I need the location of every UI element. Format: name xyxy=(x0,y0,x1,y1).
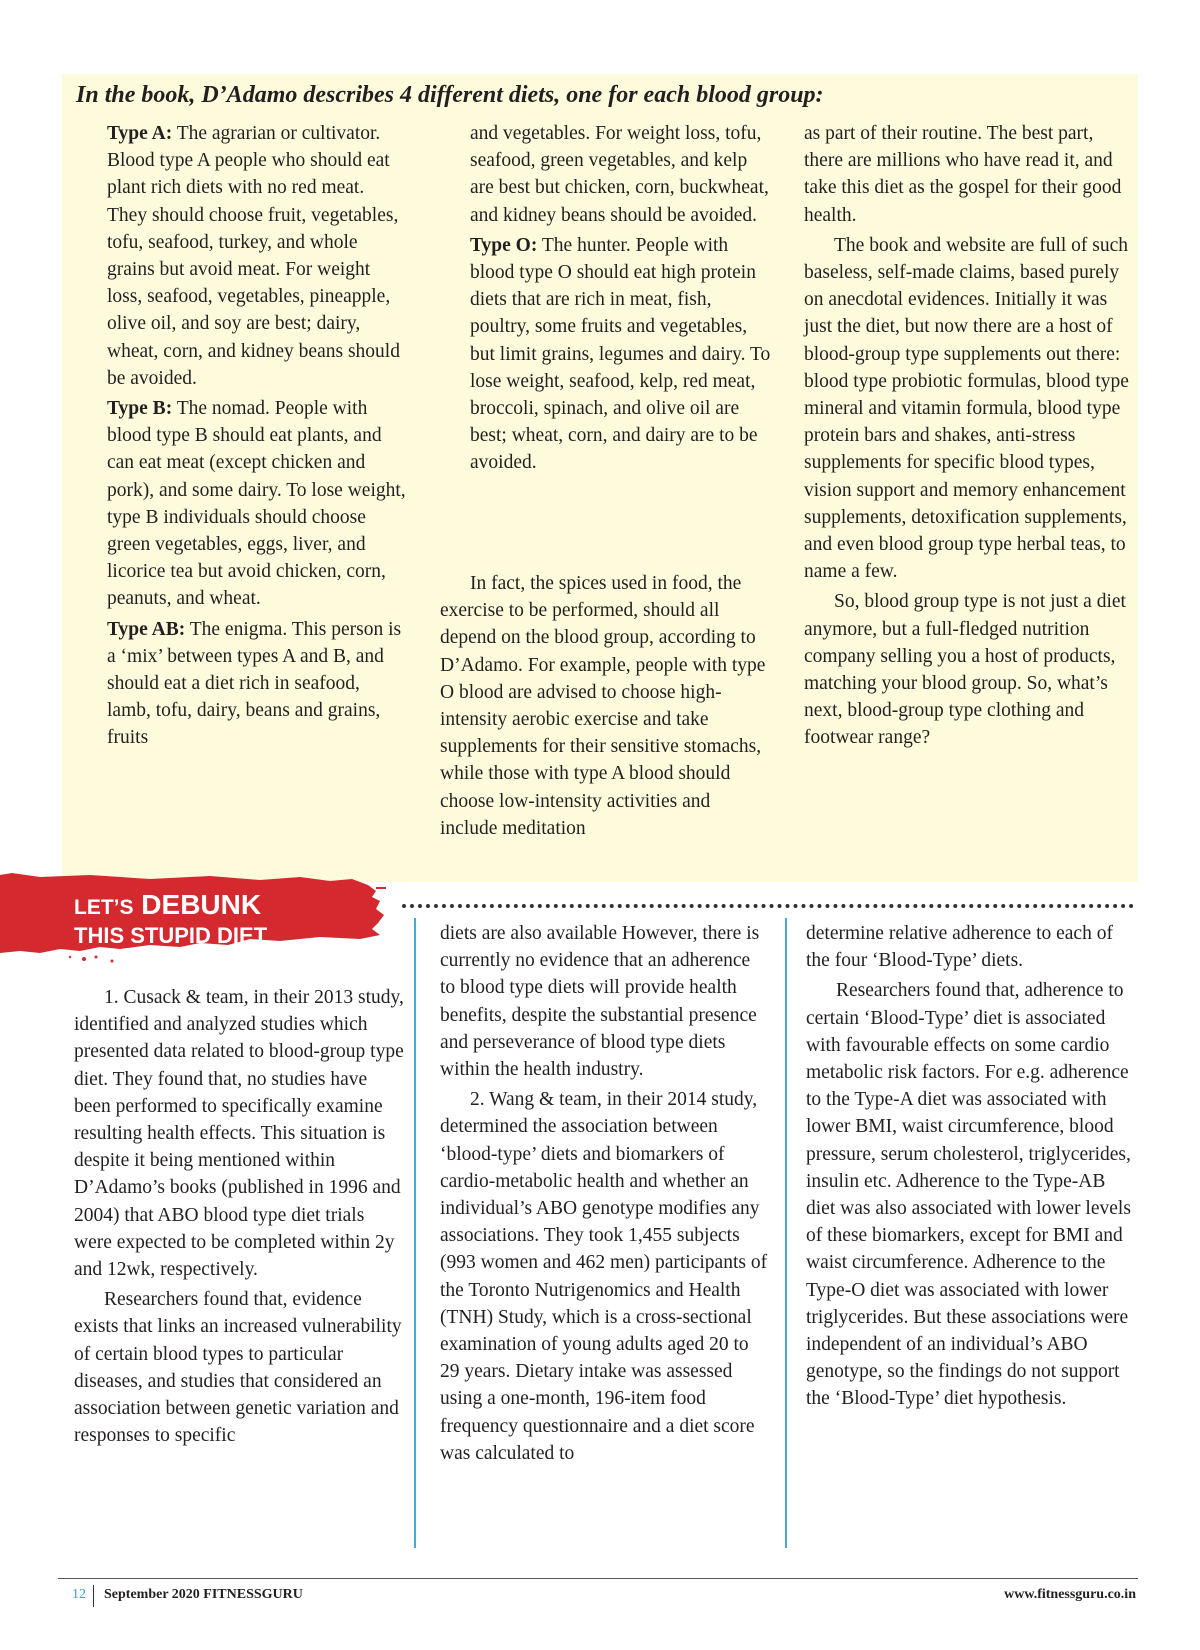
box-column-1 xyxy=(107,120,407,752)
vulnerability-paragraph: Researchers found that, evidence exists that links an increased vulnerability of certain blood types to particular diseases, and studies that considered an association between genetic variation and responses to specific xyxy=(74,1289,402,1447)
type-a-text: The agrarian or cultivator. Blood type A people who should eat plant rich diets with no red meat. They should choose fruit, vegetables, tofu, seafood, turkey, and whole grains but avoid meat. For weight loss, seafood, vegetables, pineapple, olive oil, and soy are best; dairy, wheat, corn, and kidney beans should be avoided. xyxy=(107,123,400,389)
dotted-divider xyxy=(402,904,1134,908)
bottom-column-2 xyxy=(440,920,770,1467)
column-rule-1 xyxy=(414,918,416,1548)
type-a-paragraph xyxy=(107,120,407,392)
spices-paragraph: In fact, the spices used in food, the exercise to be performed, should all depend on the blood group, according to D’Adamo. For example, people with type O blood are advised to choose high-intensity aerobic exercise and take supplements for their sensitive stomachs, while those with type A blood should choose low-intensity activities and include meditation xyxy=(440,573,766,839)
adherence-paragraph: determine relative adherence to each of the four ‘Blood-Type’ diets. xyxy=(806,923,1113,972)
findings-paragraph: Researchers found that, adherence to certain ‘Blood-Type’ diet is associated with favourable effects on some cardio metabolic risk factors. For e.g. adherence to the Type-A diet was associated with lower BMI, waist circumference, blood pressure, serum cholesterol, triglycerides, insulin etc. Adherence to the Type-AB diet was also associated with lower levels of these biomarkers, except for BMI and waist circumference. Adherence to the Type-O diet was associated with lower triglycerides. But these associations were independent of an individual’s ABO genotype, so the findings do not support the ‘Blood-Type’ diet hypothesis. xyxy=(806,980,1131,1410)
type-b-label: Type B: xyxy=(107,398,173,420)
footer-separator xyxy=(93,1585,94,1607)
box-title: In the book, D’Adamo describes 4 different diets, one for each blood group: xyxy=(76,82,824,108)
bottom-column-3 xyxy=(806,920,1136,1413)
column-rule-2 xyxy=(785,918,787,1548)
type-o-text: The hunter. People with blood type O should eat high protein diets that are rich in meat, fish, poultry, some fruits and vegetables, but limit grains, legumes and dairy. To lose weight, seafood, kelp, red meat, broccoli, spinach, and olive oil are best; wheat, corn, and dairy are to be avoided. xyxy=(470,234,771,474)
wang-paragraph: 2. Wang & team, in their 2014 study, determined the association between ‘blood-type’ diets and biomarkers of cardio-metabolic health and whether an individual’s ABO genotype modifies any associations. They took 1,455 subjects (993 women and 462 men) participants of the Toronto Nutrigenomics and Health (TNH) Study, which is a cross-sectional examination of young adults aged 20 to 29 years. Dietary intake was assessed using a one-month, 196-item food frequency questionnaire and a diet score was calculated to xyxy=(440,1089,768,1464)
banner-line-2: THIS STUPID DIET xyxy=(74,923,268,948)
box-column-3 xyxy=(804,120,1134,752)
box-column-2-lower xyxy=(440,570,770,842)
footer-publication: September 2020 FITNESSGURU xyxy=(104,1587,303,1602)
banner-lets: LET’S xyxy=(74,896,134,919)
bottom-column-1 xyxy=(74,984,404,1449)
page-number: 12 xyxy=(72,1587,86,1602)
type-ab-paragraph xyxy=(107,616,407,752)
type-ab-continuation: and vegetables. For weight loss, tofu, seafood, green vegetables, and kelp are best but chicken, corn, buckwheat, and kidney beans should be avoided. xyxy=(470,123,769,226)
banner-debunk: DEBUNK xyxy=(141,889,262,920)
claims-paragraph: The book and website are full of such baseless, self-made claims, based purely on anecdotal evidences. Initially it was just the diet, but now there are a host of blood-group type supplements out there: blood type probiotic formulas, blood type mineral and vitamin formula, blood type protein bars and shakes, anti-stress supplements for specific blood types, vision support and memory enhancement supplements, detoxification supplements, and even blood group type herbal teas, to name a few. xyxy=(804,234,1129,583)
box-column-2 xyxy=(470,120,775,477)
company-paragraph: So, blood group type is not just a diet anymore, but a full-fledged nutrition company selling you a host of products, matching your blood group. So, what’s next, blood-group type clothing and footwear range? xyxy=(804,591,1126,749)
banner-line-1 xyxy=(74,889,261,924)
no-evidence-paragraph: diets are also available However, there is currently no evidence that an adherence to blood type diets will provide health benefits, despite the substantial presence and perseverance of blood type diets within the health industry. xyxy=(440,923,760,1081)
footer-rule xyxy=(58,1578,1138,1579)
cusack-paragraph: 1. Cusack & team, in their 2013 study, identified and analyzed studies which presented data related to blood-group type diet. They found that, no studies have been performed to specifically examine resulting health effects. This situation is despite it being mentioned within D’Adamo’s books (published in 1996 and 2004) that ABO blood type diet trials were expected to be completed within 2y and 12wk, respectively. xyxy=(74,987,404,1281)
type-b-text: The nomad. People with blood type B should eat plants, and can eat meat (except chicken and pork), and some dairy. To lose weight, type B individuals should choose green vegetables, eggs, liver, and licorice tea but avoid chicken, corn, peanuts, and wheat. xyxy=(107,398,406,610)
type-o-paragraph xyxy=(470,232,775,477)
type-ab-label: Type AB: xyxy=(107,618,186,640)
type-b-paragraph xyxy=(107,395,407,613)
type-a-label: Type A: xyxy=(107,123,173,144)
routine-paragraph: as part of their routine. The best part, there are millions who have read it, and take this diet as the gospel for their good health. xyxy=(804,123,1122,226)
footer-url: www.fitnessguru.co.in xyxy=(1004,1587,1136,1602)
type-o-label: Type O: xyxy=(470,234,538,256)
type-ab-text: The enigma. This person is a ‘mix’ between types A and B, and should eat a diet rich in seafood, lamb, tofu, dairy, beans and grains, fruits xyxy=(107,618,402,749)
